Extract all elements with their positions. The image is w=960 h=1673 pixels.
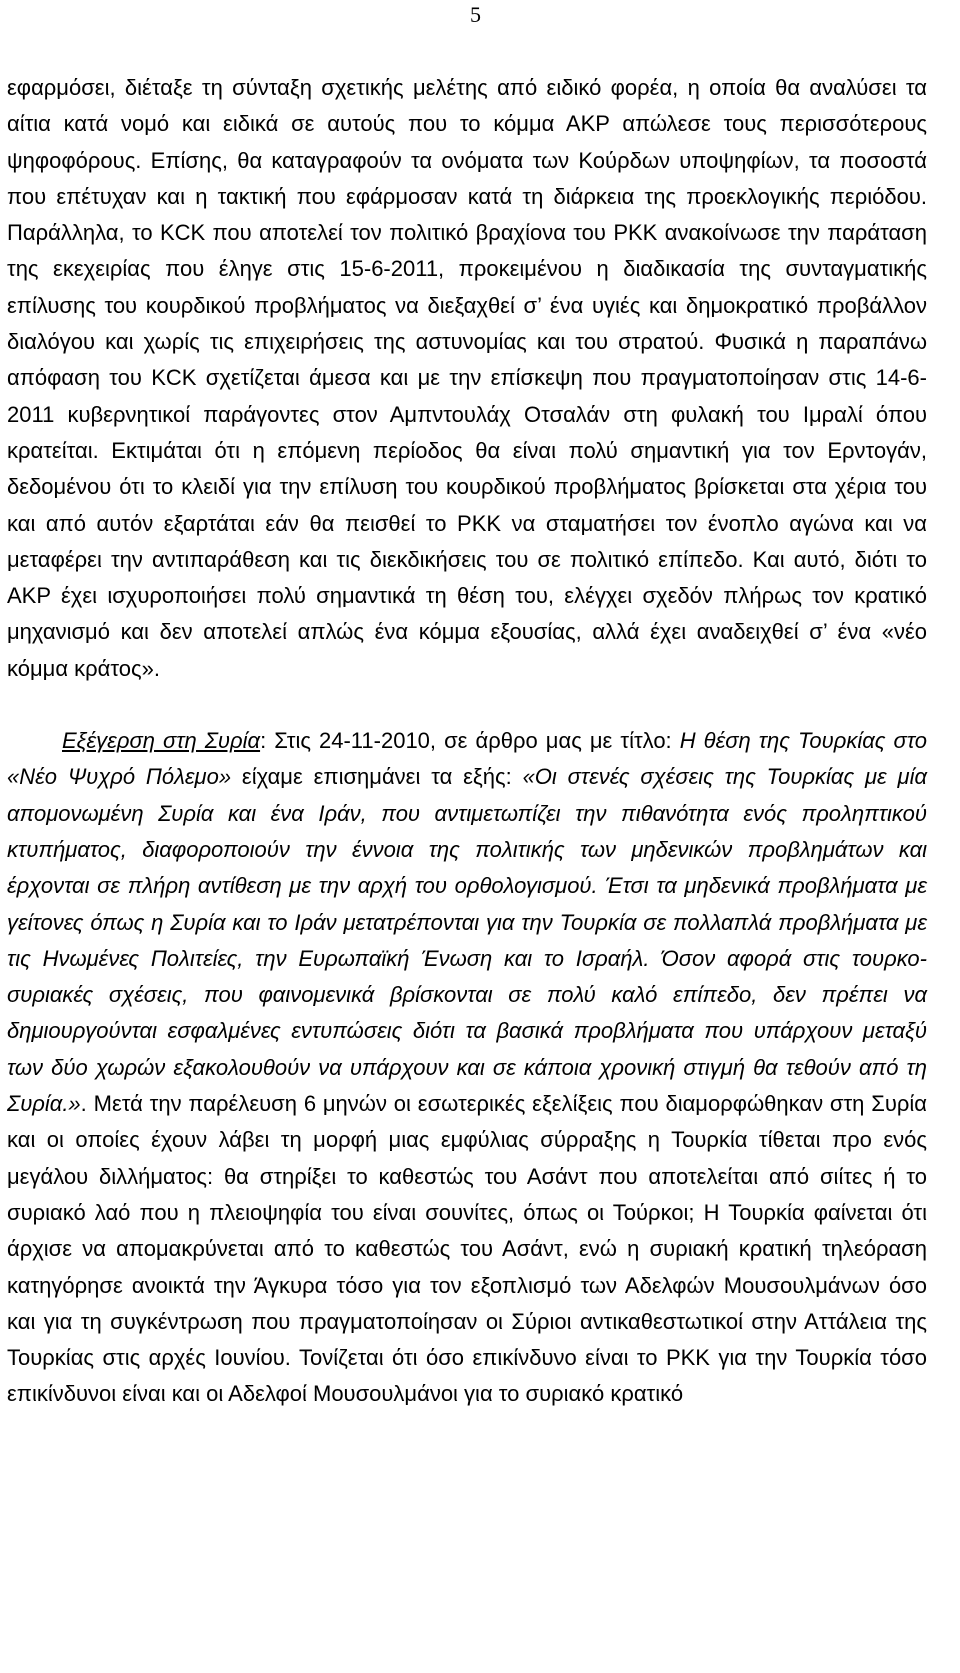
quote-text: «Οι στενές σχέσεις της Τουρκίας με μία απομονωμένη Συρία και ένα Ιράν, που αντιμετωπίζει την πιθανότητα ενός προληπτικού κτυπήματος, διαφοροποιούν την έννοια της πολιτικής των μηδενικών προβλημάτων και έρχονται σε πλήρη αντίθεση με την αρχή του ορθολογισμού. Έτσι τα μηδενικά προβλήματα με γείτονες όπως η Συρία και το Ιράν μετατρέπονται για την Τουρκία σε πολλαπλά προβλήματα με τις Ηνωμένες Πολιτείες, την Ευρωπαϊκή Ένωση και το Ισραήλ. Όσον αφορά στις τουρκο-συριακές σχέσεις, που φαινομενικά βρίσκονται σε πολύ καλό επίπεδο, δεν πρέπει να δημιουργούνται εσφαλμένες εντυπώσεις διότι τα βασικά προβλήματα που υπάρχουν μεταξύ των δύο χωρών εξακολουθούν να υπάρχουν και σε κάποια χρονική στιγμή θα τεθούν από τη Συρία.» bbox=[7, 764, 928, 1117]
paragraph-2 bbox=[7, 723, 927, 1413]
paragraph-1: εφαρμόσει, διέταξε τη σύνταξη σχετικής μελέτης από ειδικό φορέα, η οποία θα αναλύσει τα αίτια κατά νομό και ειδικά σε αυτούς που το κόμμα ΑΚΡ απώλεσε τους περισσότερους ψηφοφόρους. Επίσης, θα καταγραφούν τα ονόματα των Κούρδων υποψηφίων, τα ποσοστά που επέτυχαν και η τακτική που εφάρμοσαν κατά τη διάρκεια της προεκλογικής περιόδου. Παράλληλα, το KCK που αποτελεί τον πολιτικό βραχίονα του PKK ανακοίνωσε την παράταση της εκεχειρίας που έληγε στις 15-6-2011, προκειμένου η διαδικασία της συνταγματικής επίλυσης του κουρδικού προβλήματος να διεξαχθεί σ’ ένα υγιές και δημοκρατικό προβάλλον διαλόγου και χωρίς τις επιχειρήσεις της αστυνομίας και του στρατού. Φυσικά η παραπάνω απόφαση του KCK σχετίζεται άμεσα και με την επίσκεψη που πραγματοποίησαν στις 14-6-2011 κυβερνητικοί παράγοντες στον Αμπντουλάχ Οτσαλάν στη φυλακή του Ιμραλί όπου κρατείται. Εκτιμάται ότι η επόμενη περίοδος θα είναι πολύ σημαντική για τον Ερντογάν, δεδομένου ότι το κλειδί για την επίλυση του κουρδικού προβλήματος βρίσκεται στα χέρια του και από αυτόν εξαρτάται εάν θα πεισθεί το PKK να σταματήσει τον ένοπλο αγώνα και να μεταφέρει την αντιπαράθεση και τις διεκδικήσεις του σε πολιτικό επίπεδο. Και αυτό, διότι το ΑΚΡ έχει ισχυροποιήσει πολύ σημαντικά τη θέση του, ελέγχει σχεδόν πλήρως τον κρατικό μηχανισμό και δεν αποτελεί απλώς ένα κόμμα εξουσίας, αλλά έχει αναδειχθεί σ’ ένα «νέο κόμμα κράτος». bbox=[7, 75, 927, 681]
mid-text: είχαμε επισημάνει τα εξής: bbox=[231, 764, 523, 790]
intro-text: Στις 24-11-2010, σε άρθρο μας με τίτλο: bbox=[274, 728, 680, 754]
section-heading: Εξέγερση στη Συρία bbox=[62, 728, 261, 754]
document-body bbox=[7, 70, 927, 1413]
heading-separator: : bbox=[260, 728, 275, 754]
article-title: Η θέση της Τουρκίας στο «Νέο Ψυχρό Πόλεμο» bbox=[7, 728, 927, 790]
rest-text: . Μετά την παρέλευση 6 μηνών οι εσωτερικές εξελίξεις που διαμορφώθηκαν στη Συρία και οι οποίες έχουν λάβει τη μορφή μιας εμφύλιας σύρραξης η Τουρκία τίθεται προ ενός μεγάλου διλλήματος: θα στηρίξει το καθεστώς του Ασάντ που αποτελείται από σιίτες ή το συριακό λαό που η πλειοψηφία του είναι σουνίτες, όπως οι Τούρκοι; Η Τουρκία φαίνεται ότι άρχισε να απομακρύνεται από το καθεστώς του Ασάντ, ενώ η συριακή κρατική τηλεόραση κατηγόρησε ανοικτά την Άγκυρα τόσο για τον εξοπλισμό των Αδελφών Μουσουλμάνων όσο και για τη συγκέντρωση που πραγματοποίησαν οι Σύριοι αντικαθεστωτικοί στην Αττάλεια της Τουρκίας στις αρχές Ιουνίου. Τονίζεται ότι όσο επικίνδυνο είναι το PKK για την Τουρκία τόσο επικίνδυνοι είναι και οι Αδελφοί Μουσουλμάνοι για το συριακό κρατικό bbox=[7, 1091, 927, 1407]
